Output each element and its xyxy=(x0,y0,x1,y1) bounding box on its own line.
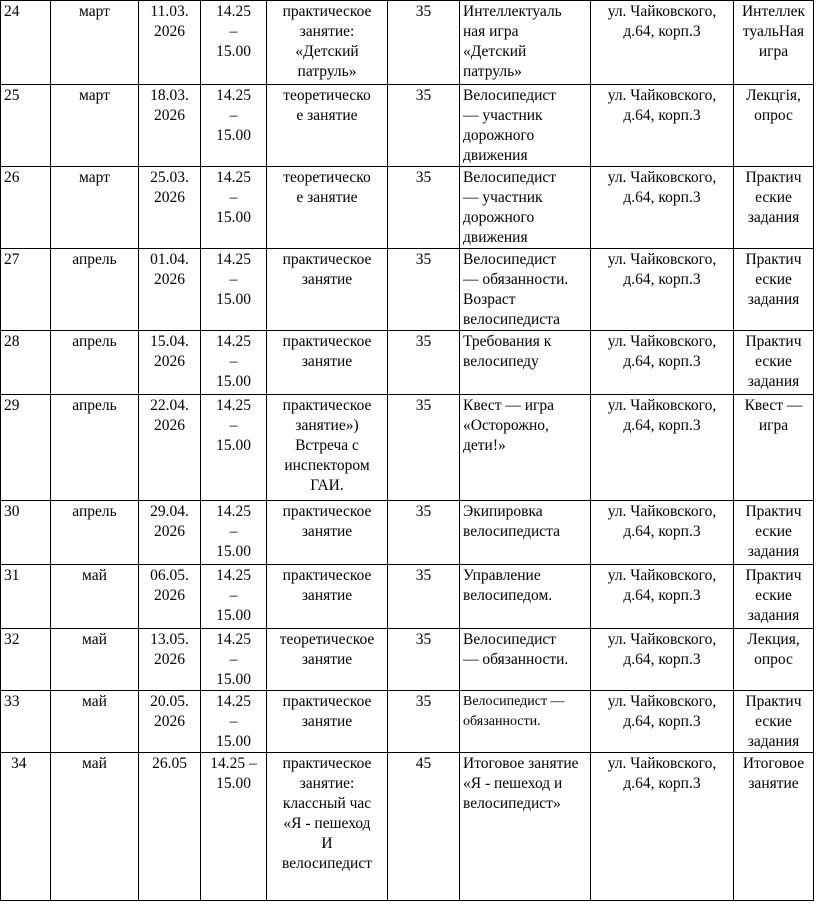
lesson-type-cell: практическое занятие: «Детский патруль» xyxy=(267,1,388,85)
table-row xyxy=(1,629,814,691)
hours-cell: 45 xyxy=(388,753,460,901)
row-number: 31 xyxy=(1,565,51,629)
topic-cell: Требования к велосипеду xyxy=(460,331,591,395)
month-cell: март xyxy=(51,167,139,249)
month-cell: март xyxy=(51,1,139,85)
place-cell: ул. Чайковского, д.64, корп.3 xyxy=(591,753,734,901)
topic-cell: Итоговое занятие «Я - пешеход и велосипедист» xyxy=(460,753,591,901)
date-cell: 20.05. 2026 xyxy=(139,691,201,753)
form-cell: Лекцгія, опрос xyxy=(734,85,814,167)
place-cell: ул. Чайковского, д.64, корп.3 xyxy=(591,629,734,691)
time-cell: 14.25 – 15.00 xyxy=(201,167,267,249)
hours-cell: 35 xyxy=(388,1,460,85)
row-number: 33 xyxy=(1,691,51,753)
lesson-type-cell: теоретическо е занятие xyxy=(267,167,388,249)
form-cell: Практич еские задания xyxy=(734,565,814,629)
place-cell: ул. Чайковского, д.64, корп.3 xyxy=(591,331,734,395)
date-cell: 25.03. 2026 xyxy=(139,167,201,249)
time-cell: 14.25 – 15.00 xyxy=(201,501,267,565)
hours-cell: 35 xyxy=(388,395,460,501)
row-number: 27 xyxy=(1,249,51,331)
topic-cell: Велосипедист — обязанности. Возраст велосипедиста xyxy=(460,249,591,331)
date-cell: 01.04. 2026 xyxy=(139,249,201,331)
row-number: 24 xyxy=(1,1,51,85)
form-cell: Практич еские задания xyxy=(734,331,814,395)
schedule-rows xyxy=(1,1,814,901)
row-number: 25 xyxy=(1,85,51,167)
row-number: 34 xyxy=(1,753,51,901)
month-cell: март xyxy=(51,85,139,167)
time-cell: 14.25 – 15.00 xyxy=(201,85,267,167)
month-cell: май xyxy=(51,753,139,901)
lesson-type-cell: практическое занятие xyxy=(267,691,388,753)
date-cell: 06.05. 2026 xyxy=(139,565,201,629)
time-cell: 14.25 – 15.00 xyxy=(201,395,267,501)
lesson-type-cell: практическое занятие: классный час «Я - пешеход И велосипедист xyxy=(267,753,388,901)
table-row xyxy=(1,85,814,167)
hours-cell: 35 xyxy=(388,249,460,331)
place-cell: ул. Чайковского, д.64, корп.3 xyxy=(591,565,734,629)
table-row xyxy=(1,331,814,395)
topic-cell: Велосипедист — участник дорожного движения xyxy=(460,167,591,249)
topic-cell: Велосипедист — обязанности. xyxy=(460,691,591,753)
form-cell: Интеллек туальНая игра xyxy=(734,1,814,85)
month-cell: апрель xyxy=(51,501,139,565)
table-row xyxy=(1,167,814,249)
lesson-type-cell: теоретическо е занятие xyxy=(267,85,388,167)
date-cell: 22.04. 2026 xyxy=(139,395,201,501)
date-cell: 29.04. 2026 xyxy=(139,501,201,565)
time-cell: 14.25 – 15.00 xyxy=(201,753,267,901)
topic-cell: Велосипедист — участник дорожного движения xyxy=(460,85,591,167)
place-cell: ул. Чайковского, д.64, корп.3 xyxy=(591,501,734,565)
row-number: 29 xyxy=(1,395,51,501)
month-cell: апрель xyxy=(51,395,139,501)
form-cell: Практич еские задания xyxy=(734,691,814,753)
hours-cell: 35 xyxy=(388,85,460,167)
lesson-type-cell: практическое занятие xyxy=(267,331,388,395)
hours-cell: 35 xyxy=(388,331,460,395)
place-cell: ул. Чайковского, д.64, корп.3 xyxy=(591,395,734,501)
hours-cell: 35 xyxy=(388,629,460,691)
table-row xyxy=(1,249,814,331)
place-cell: ул. Чайковского, д.64, корп.3 xyxy=(591,249,734,331)
hours-cell: 35 xyxy=(388,501,460,565)
place-cell: ул. Чайковского, д.64, корп.3 xyxy=(591,85,734,167)
form-cell: Итоговое занятие xyxy=(734,753,814,901)
lesson-type-cell: практическое занятие») Встреча с инспектором ГАИ. xyxy=(267,395,388,501)
form-cell: Лекция, опрос xyxy=(734,629,814,691)
hours-cell: 35 xyxy=(388,691,460,753)
topic-cell: Велосипедист — обязанности. xyxy=(460,629,591,691)
lesson-type-cell: практическое занятие xyxy=(267,501,388,565)
date-cell: 26.05 xyxy=(139,753,201,901)
time-cell: 14.25 – 15.00 xyxy=(201,691,267,753)
date-cell: 11.03. 2026 xyxy=(139,1,201,85)
form-cell: Практич еские задания xyxy=(734,249,814,331)
topic-cell: Экипировка велосипедиста xyxy=(460,501,591,565)
time-cell: 14.25 – 15.00 xyxy=(201,629,267,691)
form-cell: Квест — игра xyxy=(734,395,814,501)
month-cell: май xyxy=(51,691,139,753)
hours-cell: 35 xyxy=(388,167,460,249)
row-number: 28 xyxy=(1,331,51,395)
month-cell: апрель xyxy=(51,249,139,331)
table-row xyxy=(1,395,814,501)
place-cell: ул. Чайковского, д.64, корп.3 xyxy=(591,691,734,753)
table-row xyxy=(1,691,814,753)
table-row xyxy=(1,565,814,629)
time-cell: 14.25 – 15.00 xyxy=(201,331,267,395)
form-cell: Практич еские задания xyxy=(734,501,814,565)
table-row xyxy=(1,1,814,85)
table-row xyxy=(1,753,814,901)
date-cell: 13.05. 2026 xyxy=(139,629,201,691)
topic-cell: Интеллектуаль ная игра «Детский патруль» xyxy=(460,1,591,85)
hours-cell: 35 xyxy=(388,565,460,629)
month-cell: май xyxy=(51,565,139,629)
lesson-type-cell: практическое занятие xyxy=(267,249,388,331)
row-number: 32 xyxy=(1,629,51,691)
time-cell: 14.25 – 15.00 xyxy=(201,565,267,629)
form-cell: Практич еские задания xyxy=(734,167,814,249)
row-number: 26 xyxy=(1,167,51,249)
topic-cell: Квест — игра «Осторожно, дети!» xyxy=(460,395,591,501)
time-cell: 14.25 – 15.00 xyxy=(201,1,267,85)
place-cell: ул. Чайковского, д.64, корп.3 xyxy=(591,167,734,249)
topic-cell: Управление велосипедом. xyxy=(460,565,591,629)
date-cell: 18.03. 2026 xyxy=(139,85,201,167)
place-cell: ул. Чайковского, д.64, корп.3 xyxy=(591,1,734,85)
lesson-type-cell: теоретическое занятие xyxy=(267,629,388,691)
date-cell: 15.04. 2026 xyxy=(139,331,201,395)
month-cell: апрель xyxy=(51,331,139,395)
time-cell: 14.25 – 15.00 xyxy=(201,249,267,331)
month-cell: май xyxy=(51,629,139,691)
lesson-type-cell: практическое занятие xyxy=(267,565,388,629)
row-number: 30 xyxy=(1,501,51,565)
table-row xyxy=(1,501,814,565)
